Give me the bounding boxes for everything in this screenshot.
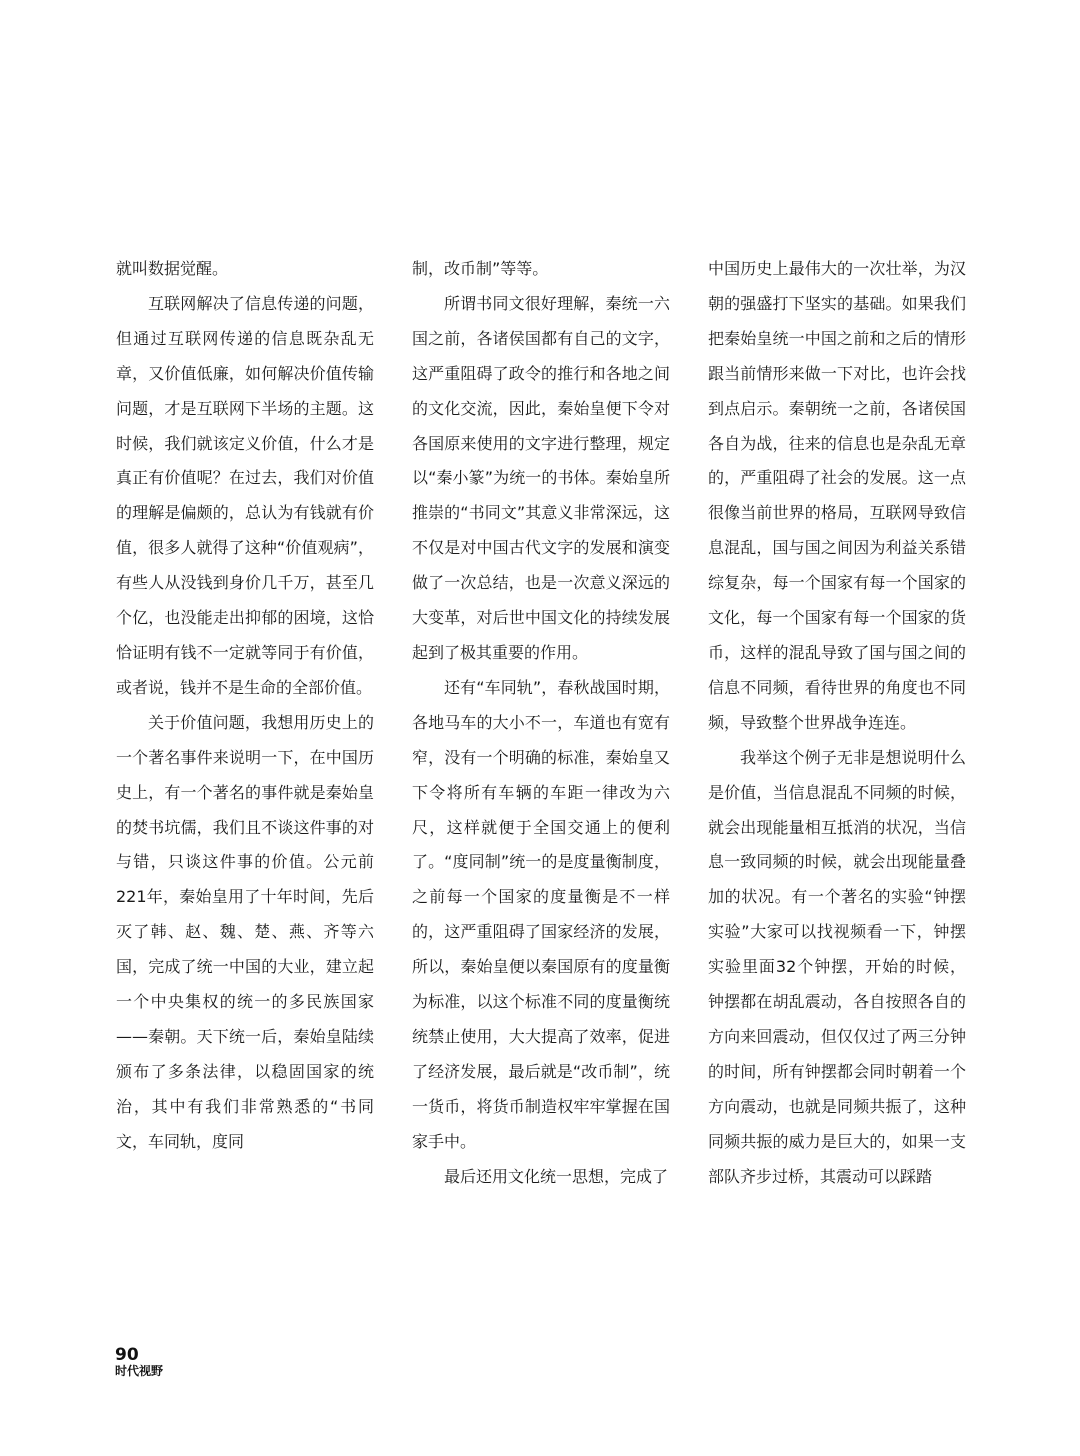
text-column-1: [116, 252, 374, 1160]
paragraph: 还有“车同轨”，春秋战国时期，各地马车的大小不一，车道也有宽有窄，没有一个明确的标准，秦始皇又下令将所有车辆的车距一律改为六尺，这样就便于全国交通上的便利了。“度同制”统一的是度量衡制度，之前每一个国家的度量衡是不一样的，这严重阻碍了国家经济的发展，所以，秦始皇便以秦国原有的度量衡为标准，以这个标准不同的度量衡统统禁止使用，大大提高了效率，促进了经济发展，最后就是“改币制”，统一货币，将货币制造权牢牢掌握在国家手中。: [412, 677, 670, 1151]
paragraph: 就叫数据觉醒。: [116, 259, 229, 278]
paragraph: 所谓书同文很好理解，秦统一六国之前，各诸侯国都有自己的文字，这严重阻碍了政令的推行和各地之间的文化交流，因此，秦始皇便下令对各国原来使用的文字进行整理，规定以“秦小篆”为统一的书体。秦始皇所推崇的“书同文”其意义非常深远，这不仅是对中国古代文字的发展和演变做了一次总结，也是一次意义深远的大变革，对后世中国文化的持续发展起到了极其重要的作用。: [412, 293, 670, 662]
paragraph: 关于价值问题，我想用历史上的一个著名事件来说明一下，在中国历史上，有一个著名的事件就是秦始皇的焚书坑儒，我们且不谈这件事的对与错，只谈这件事的价值。公元前221年，秦始皇用了十年时间，先后灭了韩、赵、魏、楚、燕、齐等六国，完成了统一中国的大业，建立起一个中央集权的统一的多民族国家——秦朝。天下统一后，秦始皇陆续颁布了多条法律，以稳固国家的统治，其中有我们非常熟悉的“书同文，车同轨，度同: [116, 712, 374, 1151]
page-number: 90: [115, 1345, 139, 1365]
paragraph: 制，改币制”等等。: [412, 259, 549, 278]
text-column-2: [412, 252, 670, 1194]
paragraph: 中国历史上最伟大的一次壮举，为汉朝的强盛打下坚实的基础。如果我们把秦始皇统一中国之前和之后的情形跟当前情形来做一下对比，也许会找到点启示。秦朝统一之前，各诸侯国各自为战，往来的信息也是杂乱无章的，严重阻碍了社会的发展。这一点很像当前世界的格局，互联网导致信息混乱，国与国之间因为利益关系错综复杂，每一个国家有每一个国家的文化，每一个国家有每一个国家的货币，这样的混乱导致了国与国之间的信息不同频，看待世界的角度也不同频，导致整个世界战争连连。: [708, 259, 966, 732]
paragraph: 最后还用文化统一思想，完成了: [444, 1166, 669, 1186]
paragraph: 互联网解决了信息传递的问题，但通过互联网传递的信息既杂乱无章，又价值低廉，如何解决价值传输问题，才是互联网下半场的主题。这时候，我们就该定义价值，什么才是真正有价值呢？在过去，我们对价值的理解是偏颇的，总认为有钱就有价值，很多人就得了这种“价值观病”，有些人从没钱到身价几千万，甚至几个亿，也没能走出抑郁的困境，这恰恰证明有钱不一定就等同于有价值，或者说，钱并不是生命的全部价值。: [116, 293, 374, 697]
text-column-3: [708, 252, 966, 1194]
page-footer: [115, 1346, 163, 1378]
magazine-name: 时代视野: [115, 1364, 164, 1378]
paragraph: 我举这个例子无非是想说明什么是价值，当信息混乱不同频的时候，就会出现能量相互抵消的状况，当信息一致同频的时候，就会出现能量叠加的状况。有一个著名的实验“钟摆实验”大家可以找视频看一下，钟摆实验里面32个钟摆，开始的时候，钟摆都在胡乱震动，各自按照各自的方向来回震动，但仅仅过了两三分钟的时间，所有钟摆都会同时朝着一个方向震动，也就是同频共振了，这种同频共振的威力是巨大的，如果一支部队齐步过桥，其震动可以踩踏: [708, 747, 966, 1186]
